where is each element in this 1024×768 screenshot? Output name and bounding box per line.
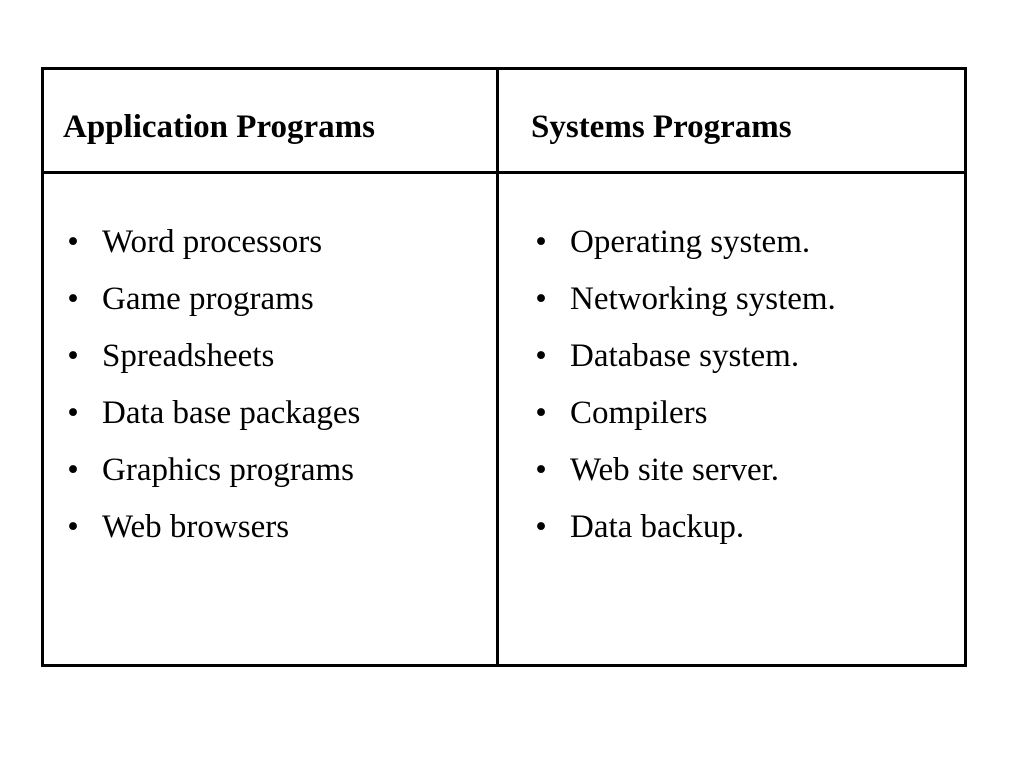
list-item-label: Database system.: [570, 338, 800, 374]
bullet-icon: •: [67, 281, 79, 317]
list-item-label: Game programs: [102, 281, 314, 317]
list-item: [531, 393, 836, 450]
list-item: [531, 222, 836, 279]
list-item: [63, 222, 360, 279]
list-item-label: Operating system.: [570, 224, 811, 260]
list-item: [63, 450, 360, 507]
bullet-icon: •: [67, 395, 79, 431]
systems-programs-list: [531, 222, 836, 564]
list-item: [531, 336, 836, 393]
bullet-icon: •: [535, 338, 547, 374]
list-item-label: Graphics programs: [102, 452, 355, 488]
list-item-label: Web browsers: [102, 509, 290, 545]
bullet-icon: •: [535, 281, 547, 317]
column-divider: [496, 70, 499, 664]
list-item-label: Spreadsheets: [102, 338, 275, 374]
list-item: [531, 279, 836, 336]
list-item-label: Web site server.: [570, 452, 780, 488]
list-item: [531, 507, 836, 564]
list-item-label: Data backup.: [570, 509, 745, 545]
bullet-icon: •: [67, 452, 79, 488]
comparison-table: [41, 67, 967, 667]
bullet-icon: •: [67, 338, 79, 374]
bullet-icon: •: [67, 224, 79, 260]
list-item-label: Data base packages: [102, 395, 361, 431]
header-systems-programs: Systems Programs: [531, 109, 792, 145]
list-item: [63, 507, 360, 564]
bullet-icon: •: [535, 224, 547, 260]
list-item: [531, 450, 836, 507]
bullet-icon: •: [535, 509, 547, 545]
list-item: [63, 393, 360, 450]
list-item-label: Word processors: [102, 224, 323, 260]
list-item: [63, 279, 360, 336]
header-application-programs: Application Programs: [63, 109, 375, 145]
list-item: [63, 336, 360, 393]
list-item-label: Networking system.: [570, 281, 836, 317]
bullet-icon: •: [535, 395, 547, 431]
application-programs-list: [63, 222, 360, 564]
header-divider: [44, 171, 964, 174]
bullet-icon: •: [67, 509, 79, 545]
bullet-icon: •: [535, 452, 547, 488]
list-item-label: Compilers: [570, 395, 708, 431]
